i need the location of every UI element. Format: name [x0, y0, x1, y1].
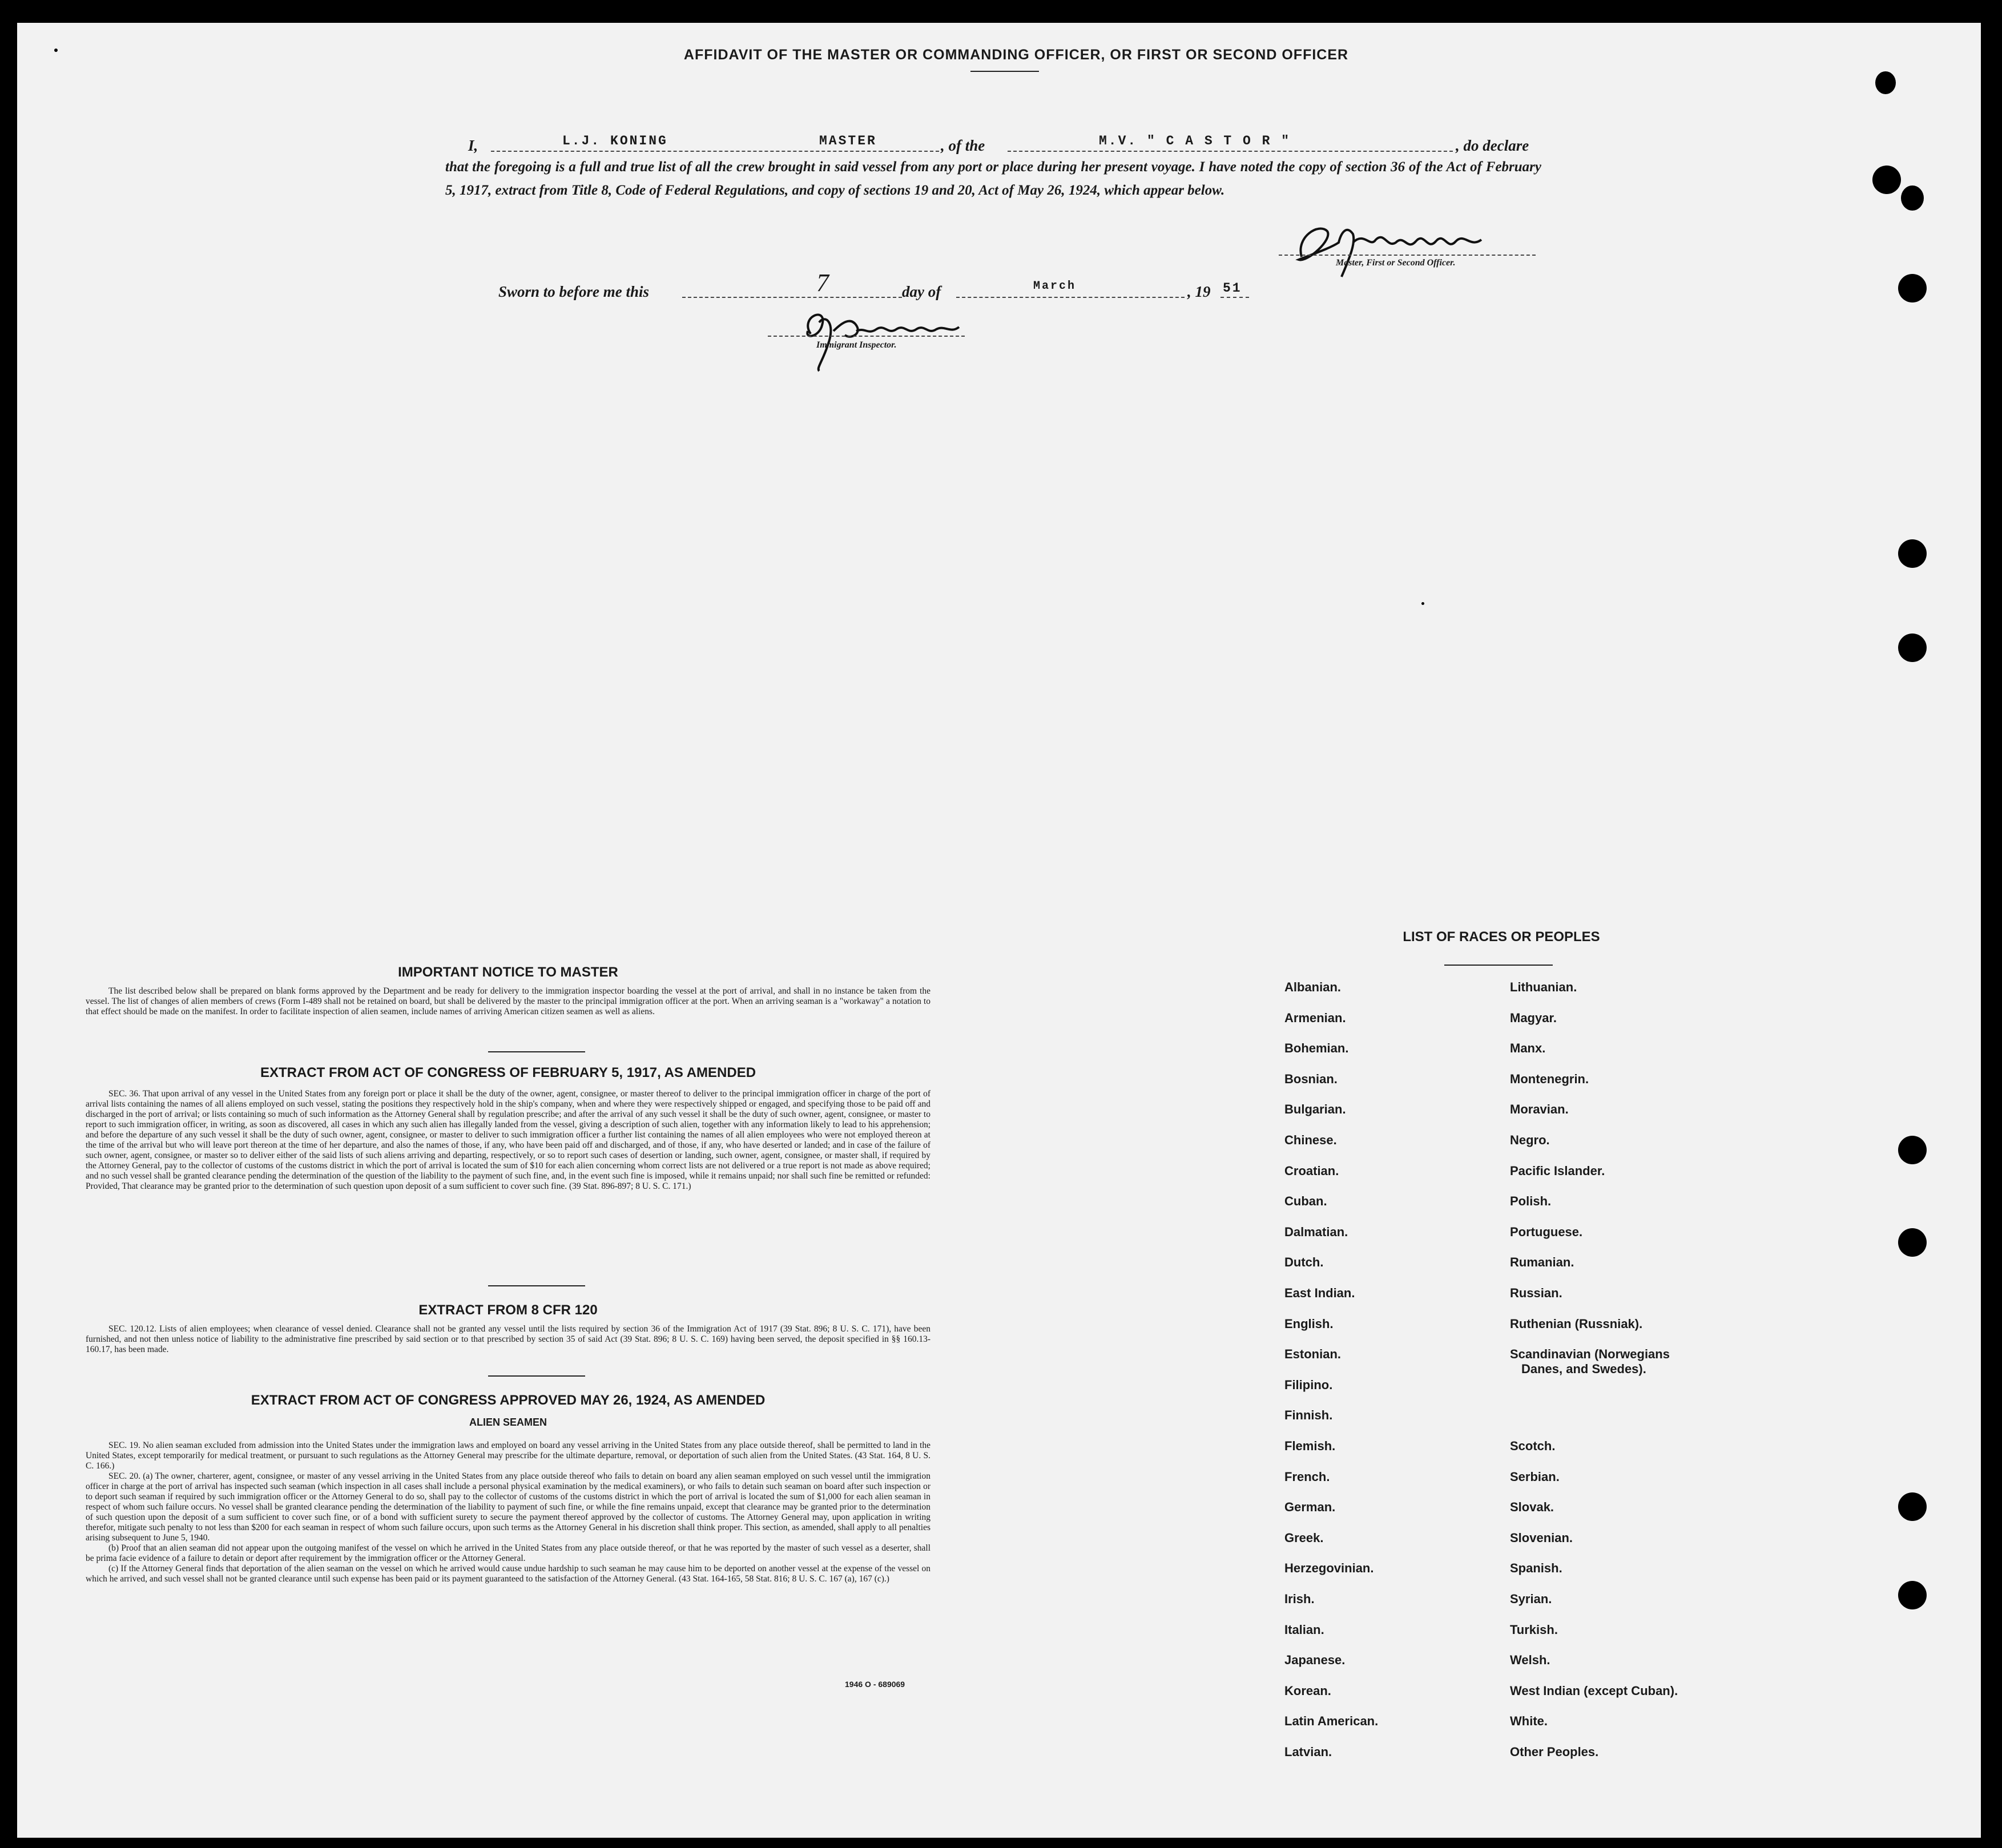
race-item: Manx.	[1510, 1041, 1546, 1056]
name-line	[491, 151, 939, 152]
race-item: French.	[1284, 1469, 1330, 1484]
master-signature-line	[1279, 255, 1536, 256]
binder-hole	[1898, 634, 1927, 662]
race-item: Estonian.	[1284, 1347, 1342, 1362]
race-item: Latin American.	[1284, 1714, 1379, 1729]
race-item: Dutch.	[1284, 1255, 1324, 1270]
binder-hole	[1898, 1492, 1927, 1521]
sworn-month: March	[1033, 280, 1077, 293]
master-signature	[1284, 208, 1524, 283]
title-rule	[970, 71, 1039, 72]
sec-36-paragraph: SEC. 36. That upon arrival of any vessel in the United States from any foreign port or place it shall be the duty of the owner, agent, consignee, or master thereof to deliver to the principal immigration officer in charge of the port of arrival lists containing the names of all aliens employed on such vessel, stating the positions they respectively hold in the ship's company, when and where they were respectively shipped or engaged, and specifying those to be paid off and discharged in the port of arrival; or lists containing so much of such information as the Attorney General shall by regulation prescribe; and after the arrival of any such vessel it shall be the duty of such owner, agent, consignee, or master to report to such immigration officer, in writing, as soon as discovered, all cases in which any such alien has illegally landed from the vessel, giving a description of such alien, together with any information likely to lead to his apprehension; and before the departure of any such vessel it shall be the duty of such owner, agent, consignee, or master to deliver to such immigration officer a further list containing the names of all alien employees who were not employed thereon at the time of the arrival but who will leave port thereon at the time of her departure, and also the names of those, if any, who have been paid off and discharged, and of those, if any, who have deserted or landed; and in case of the failure of such owner, agent, consignee, or master so to deliver either of the said lists of such aliens arriving and departing, respectively, or so to report such cases of desertion or landing, such owner, agent, consignee, or master shall, if required by the Attorney General, pay to the collector of customs of the customs district in which the port of arrival is located the sum of $10 for each alien concerning whom correct lists are not delivered or a true report is not made as above required; and no such vessel shall be granted clearance pending the determination of the question of the liability to the payment of such fine, and, in the event such fine is imposed, while it remains unpaid; nor shall such fine be remitted or refunded: Provided, That clearance may be granted prior to the determination of such question upon deposit of a sum sufficient to cover such fine. (39 Stat. 896-897; 8 U. S. C. 171.)	[86, 1089, 930, 1191]
race-item: Armenian.	[1284, 1010, 1346, 1025]
race-item: Finnish.	[1284, 1408, 1333, 1423]
sworn-label: Sworn to before me this	[498, 283, 650, 300]
divider-3	[488, 1375, 585, 1377]
binder-hole	[1898, 539, 1927, 568]
speck	[54, 49, 58, 52]
extract-cfr-text	[86, 1324, 930, 1355]
race-item: Polish.	[1510, 1194, 1552, 1209]
race-item: Irish.	[1284, 1592, 1315, 1606]
race-item: West Indian (except Cuban).	[1510, 1683, 1678, 1698]
binder-hole	[1872, 166, 1901, 194]
master-rank: MASTER	[819, 134, 877, 148]
divider-2	[488, 1285, 585, 1286]
race-item: Negro.	[1510, 1133, 1550, 1147]
inspector-label: Immigrant Inspector.	[816, 340, 897, 350]
race-item: Albanian.	[1284, 980, 1342, 994]
race-item: Scotch.	[1510, 1439, 1556, 1453]
notice-title: IMPORTANT NOTICE TO MASTER	[398, 965, 618, 980]
binder-hole	[1901, 185, 1924, 211]
race-item: Ruthenian (Russniak).	[1510, 1316, 1643, 1331]
extract-1924-text	[86, 1441, 930, 1584]
race-item: Chinese.	[1284, 1133, 1337, 1147]
speck	[1875, 71, 1896, 94]
race-item: Serbian.	[1510, 1469, 1560, 1484]
race-item: Slovenian.	[1510, 1530, 1573, 1545]
print-code: 1946 O - 689069	[845, 1680, 905, 1689]
race-item: Italian.	[1284, 1622, 1324, 1637]
notice-text	[86, 986, 930, 1017]
race-item: German.	[1284, 1500, 1336, 1515]
race-item: Pacific Islander.	[1510, 1163, 1605, 1178]
race-item: Bosnian.	[1284, 1071, 1338, 1086]
signer-label: Master, First or Second Officer.	[1336, 258, 1456, 268]
race-item: Japanese.	[1284, 1653, 1346, 1668]
sec-20b-paragraph: (b) Proof that an alien seaman did not appear upon the outgoing manifest of the vessel on which he arrived in the United States from any place outside thereof, or that he was reported by the master of such vessel as a deserter, shall be prima facie evidence of a failure to detain or deport after requirement by the immigration officer or the Attorney General.	[86, 1543, 930, 1563]
race-item: Syrian.	[1510, 1592, 1552, 1606]
binder-hole	[1898, 274, 1927, 302]
race-item: East Indian.	[1284, 1286, 1355, 1300]
race-item: Spanish.	[1510, 1561, 1562, 1576]
sec-19-paragraph: SEC. 19. No alien seaman excluded from admission into the United States under the immigration laws and employed on board any vessel arriving in the United States from any place outside thereof, shall be permitted to land in the United States, except temporarily for medical treatment, or pursuant to such regulations as the Attorney General may prescribe for the ultimate departure, removal, or deportation of such alien from the United States. (43 Stat. 164, 8 U. S. C. 166.)	[86, 1441, 930, 1471]
day-line	[682, 297, 902, 298]
sec-120-paragraph: SEC. 120.12. Lists of alien employees; when clearance of vessel denied. Clearance shall not be granted any vessel until the lists required by section 36 of the Immigration Act of 1917 (39 Stat. 896; 8 U. S. C. 171), have been furnished, and not then unless notice of liability to the administrative fine prescribed by said section or to that prescribed by section 35 of said Act (39 Stat. 896; 8 U. S. C. 169) having been served, the deposit specified in §§ 160.13-160.17, has been made.	[86, 1324, 930, 1354]
race-item: Turkish.	[1510, 1622, 1558, 1637]
race-item: Magyar.	[1510, 1010, 1557, 1025]
race-item: Latvian.	[1284, 1745, 1332, 1759]
year-prefix: , 19	[1187, 283, 1211, 300]
race-item: Cuban.	[1284, 1194, 1327, 1209]
race-item: Moravian.	[1510, 1102, 1569, 1117]
race-item: Filipino.	[1284, 1377, 1333, 1392]
race-item: Lithuanian.	[1510, 980, 1577, 994]
divider-1	[488, 1051, 585, 1052]
sworn-day: 7	[816, 269, 829, 297]
extract-1924-title: EXTRACT FROM ACT OF CONGRESS APPROVED MAY 26, 1924, AS AMENDED	[251, 1393, 766, 1408]
race-item: Welsh.	[1510, 1653, 1550, 1668]
race-item: White.	[1510, 1714, 1548, 1729]
race-item: Danes, and Swedes).	[1521, 1362, 1646, 1377]
extract-1917-title: EXTRACT FROM ACT OF CONGRESS OF FEBRUARY 5, 1917, AS AMENDED	[260, 1065, 756, 1080]
year-line	[1220, 297, 1249, 298]
alien-seamen-subtitle: ALIEN SEAMEN	[469, 1417, 547, 1428]
i-label: I,	[468, 137, 478, 154]
race-item: Portuguese.	[1510, 1224, 1583, 1239]
race-item: Croatian.	[1284, 1163, 1339, 1178]
sec-20c-paragraph: (c) If the Attorney General finds that deportation of the alien seaman on the vessel on which he arrived would cause undue hardship to such seaman he may cause him to be deported on another vessel at the expense of the vessel on which he arrived, and such vessel shall not be granted clearance until such expense has been paid or its payment guaranteed to the satisfaction of the Attorney General. (43 Stat. 164-165, 58 Stat. 816; 8 U. S. C. 167 (a), 167 (c).)	[86, 1564, 930, 1584]
races-divider	[1444, 965, 1553, 966]
affidavit-statement: that the foregoing is a full and true list of all the crew brought in said vessel from any port or place during her present voyage. I have noted the copy of section 36 of the Act of February 5, 1917, extract from Title 8, Code of Federal Regulations, and copy of sections 19 and 20, Act of May 26, 1924, which appear below.	[445, 159, 1541, 198]
race-item: Scandinavian (Norwegians	[1510, 1347, 1670, 1362]
vessel-line	[1008, 151, 1453, 152]
race-item: Flemish.	[1284, 1439, 1336, 1453]
month-line	[956, 297, 1185, 298]
sec-20a-paragraph: SEC. 20. (a) The owner, charterer, agent, consignee, or master of any vessel arriving in the United States from any place outside thereof who fails to detain on board any alien seaman employed on such vessel until the immigration officer in charge at the port of arrival has inspected such seaman (which inspection in all cases shall include a personal physical examination by the medical examiners), or who fails to detain such seaman on board after such inspection or to deport such seaman if required by such immigration officer or the Attorney General to do so, shall pay to the collector of customs of the customs district in which the port of arrival is located the sum of $1,000 for each alien seaman in respect of whom such failure occurs. No vessel shall be granted clearance pending the determination of the liability to payment of such fine, or while the fine remains unpaid, except that clearance may be granted prior to the determination of such question upon the deposit of a sum sufficient to cover such fine, or of a bond with sufficient surety to secure the payment thereof approved by the collector of customs. The Attorney General may, upon application in writing therefor, mitigate such penalty to not less than $200 for each seaman in respect of whom such failure occurs, upon such terms as the Attorney General in his discretion shall think proper. This section, as amended, shall apply to all penalties arising subsequent to June 5, 1940.	[86, 1471, 930, 1543]
binder-hole	[1898, 1581, 1927, 1609]
extract-1917-text	[86, 1089, 930, 1192]
vessel-name: M.V. " C A S T O R "	[1099, 134, 1291, 148]
day-of-label: day of	[902, 283, 941, 300]
races-title: LIST OF RACES OR PEOPLES	[1403, 929, 1600, 945]
sworn-year: 51	[1223, 281, 1242, 296]
race-item: Russian.	[1510, 1286, 1562, 1300]
speck	[1421, 602, 1424, 605]
race-item: Korean.	[1284, 1683, 1331, 1698]
of-the-label: , of the	[941, 137, 985, 154]
race-item: Other Peoples.	[1510, 1745, 1599, 1759]
master-name: L.J. KONING	[562, 134, 668, 148]
binder-hole	[1898, 1136, 1927, 1164]
race-item: Dalmatian.	[1284, 1224, 1348, 1239]
race-item: Herzegovinian.	[1284, 1561, 1374, 1576]
do-declare-label: , do declare	[1456, 137, 1529, 154]
notice-paragraph: The list described below shall be prepared on blank forms approved by the Department and be ready for delivery to the immigration inspector boarding the vessel at the port of arrival, and shall in no instance be taken from the vessel. The list of changes of alien members of crews (Form I-489 shall not be retained on board, but shall be delivered by the master to the principal immigration officer at the port. When an arriving seaman is a "workaway" a notation to that effect should be made on the manifest. In order to facilitate inspection of alien seamen, include names of arriving American citizen seamen as well as aliens.	[86, 986, 930, 1016]
inspector-signature-line	[768, 336, 965, 337]
affidavit-title: AFFIDAVIT OF THE MASTER OR COMMANDING OFFICER, OR FIRST OR SECOND OFFICER	[683, 47, 1349, 63]
race-item: English.	[1284, 1316, 1334, 1331]
race-item: Bulgarian.	[1284, 1102, 1346, 1117]
race-item: Rumanian.	[1510, 1255, 1574, 1270]
extract-cfr-title: EXTRACT FROM 8 CFR 120	[418, 1302, 598, 1318]
race-item: Slovak.	[1510, 1500, 1554, 1515]
binder-hole	[1898, 1228, 1927, 1257]
race-item: Montenegrin.	[1510, 1071, 1589, 1086]
race-item: Greek.	[1284, 1530, 1324, 1545]
inspector-signature	[788, 300, 982, 380]
race-item: Bohemian.	[1284, 1041, 1349, 1056]
